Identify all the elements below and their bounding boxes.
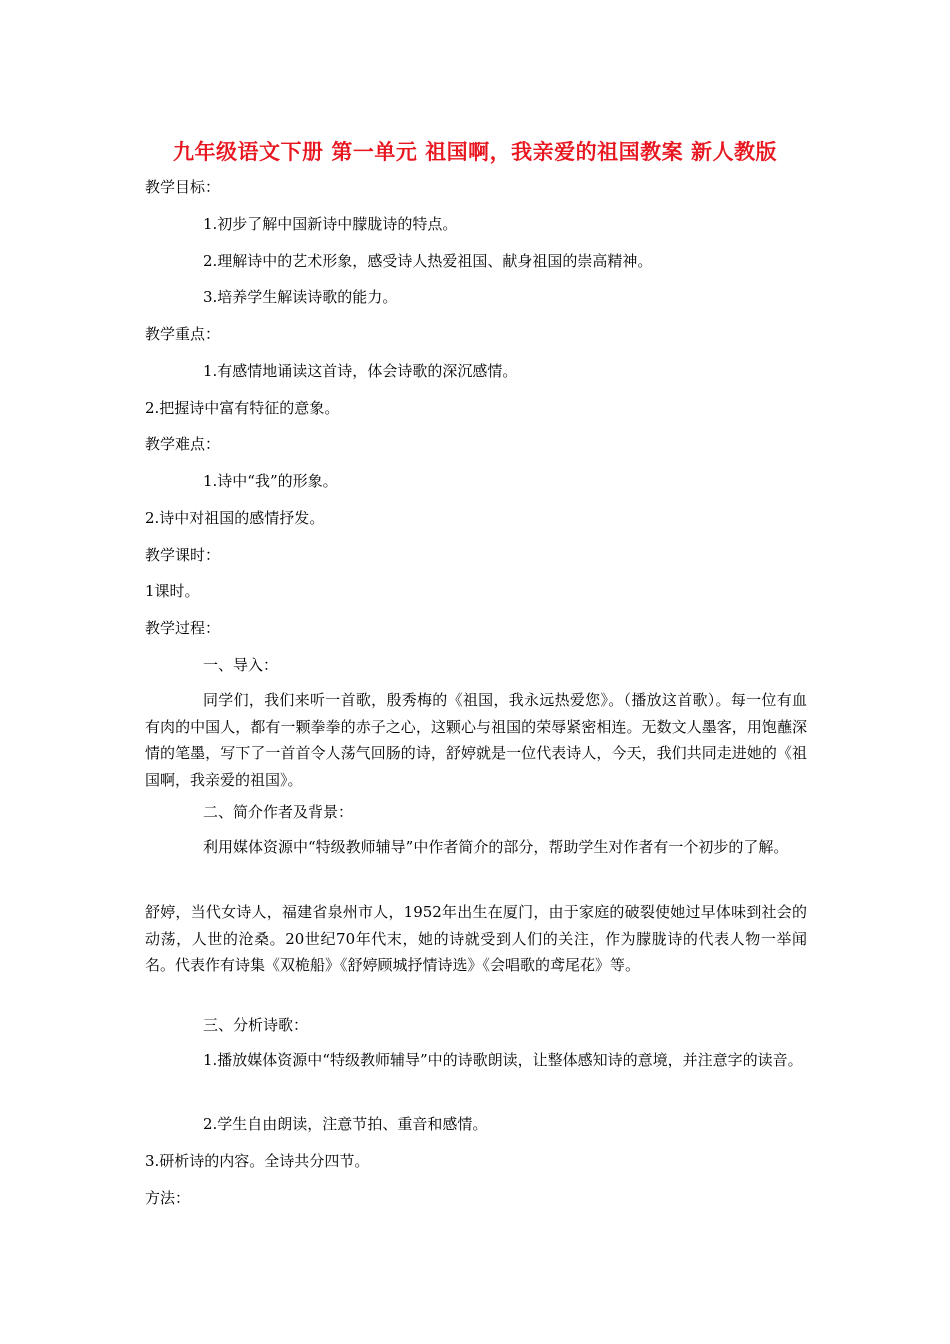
step-heading-author: 二、简介作者及背景： [203,803,354,821]
author-resource-paragraph: 利用媒体资源中“特级教师辅导”中作者简介的部分，帮助学生对作者有一个初步的了解。 [203,838,789,856]
objective-item: 1.初步了解中国新诗中朦胧诗的特点。 [203,215,458,233]
document-title: 九年级语文下册 第一单元 祖国啊，我亲爱的祖国教案 新人教版 [173,140,777,164]
key-point-item: 2.把握诗中富有特征的意象。 [145,399,340,417]
analysis-item: 2.学生自由朗读，注意节拍、重音和感情。 [203,1115,488,1133]
step-heading-intro: 一、导入： [203,656,279,674]
step-heading-analysis: 三、分析诗歌： [203,1016,309,1034]
analysis-item: 1.播放媒体资源中“特级教师辅导”中的诗歌朗读，让整体感知诗的意境，并注意字的读音。 [203,1051,803,1069]
author-bio-paragraph: 舒婷，当代女诗人，福建省泉州市人，1952年出生在厦门，由于家庭的破裂使她过早体味到社会的动荡，人世的沧桑。20世纪70年代末，她的诗就受到人们的关注，作为朦胧诗的代表人物一举闻名。代表作有诗集《双桅船》《舒婷顾城抒情诗选》《会唱歌的鸢尾花》等。 [145,903,807,974]
section-heading-process: 教学过程： [145,619,221,637]
hours-value: 1课时。 [145,582,200,600]
section-heading-key-points: 教学重点： [145,325,221,343]
intro-paragraph: 同学们，我们来听一首歌，殷秀梅的《祖国，我永远热爱您》。（播放这首歌）。每一位有血有肉的中国人，都有一颗拳拳的赤子之心，这颗心与祖国的荣辱紧密相连。无数文人墨客，用饱蘸深情的笔墨，写下了一首首令人荡气回肠的诗，舒婷就是一位代表诗人，今天，我们共同走进她的《祖国啊，我亲爱的祖国》。 [145,691,807,789]
objective-item: 2.理解诗中的艺术形象，感受诗人热爱祖国、献身祖国的崇高精神。 [203,252,653,270]
section-heading-hours: 教学课时： [145,546,221,564]
difficulty-item: 1.诗中“我”的形象。 [203,472,338,490]
analysis-item: 3.研析诗的内容。全诗共分四节。 [145,1152,370,1170]
section-heading-objectives: 教学目标： [145,178,221,196]
difficulty-item: 2.诗中对祖国的感情抒发。 [145,509,325,527]
key-point-item: 1.有感情地诵读这首诗，体会诗歌的深沉感情。 [203,362,518,380]
section-heading-difficulties: 教学难点： [145,435,221,453]
objective-item: 3.培养学生解读诗歌的能力。 [203,288,398,306]
method-label: 方法： [145,1189,191,1207]
